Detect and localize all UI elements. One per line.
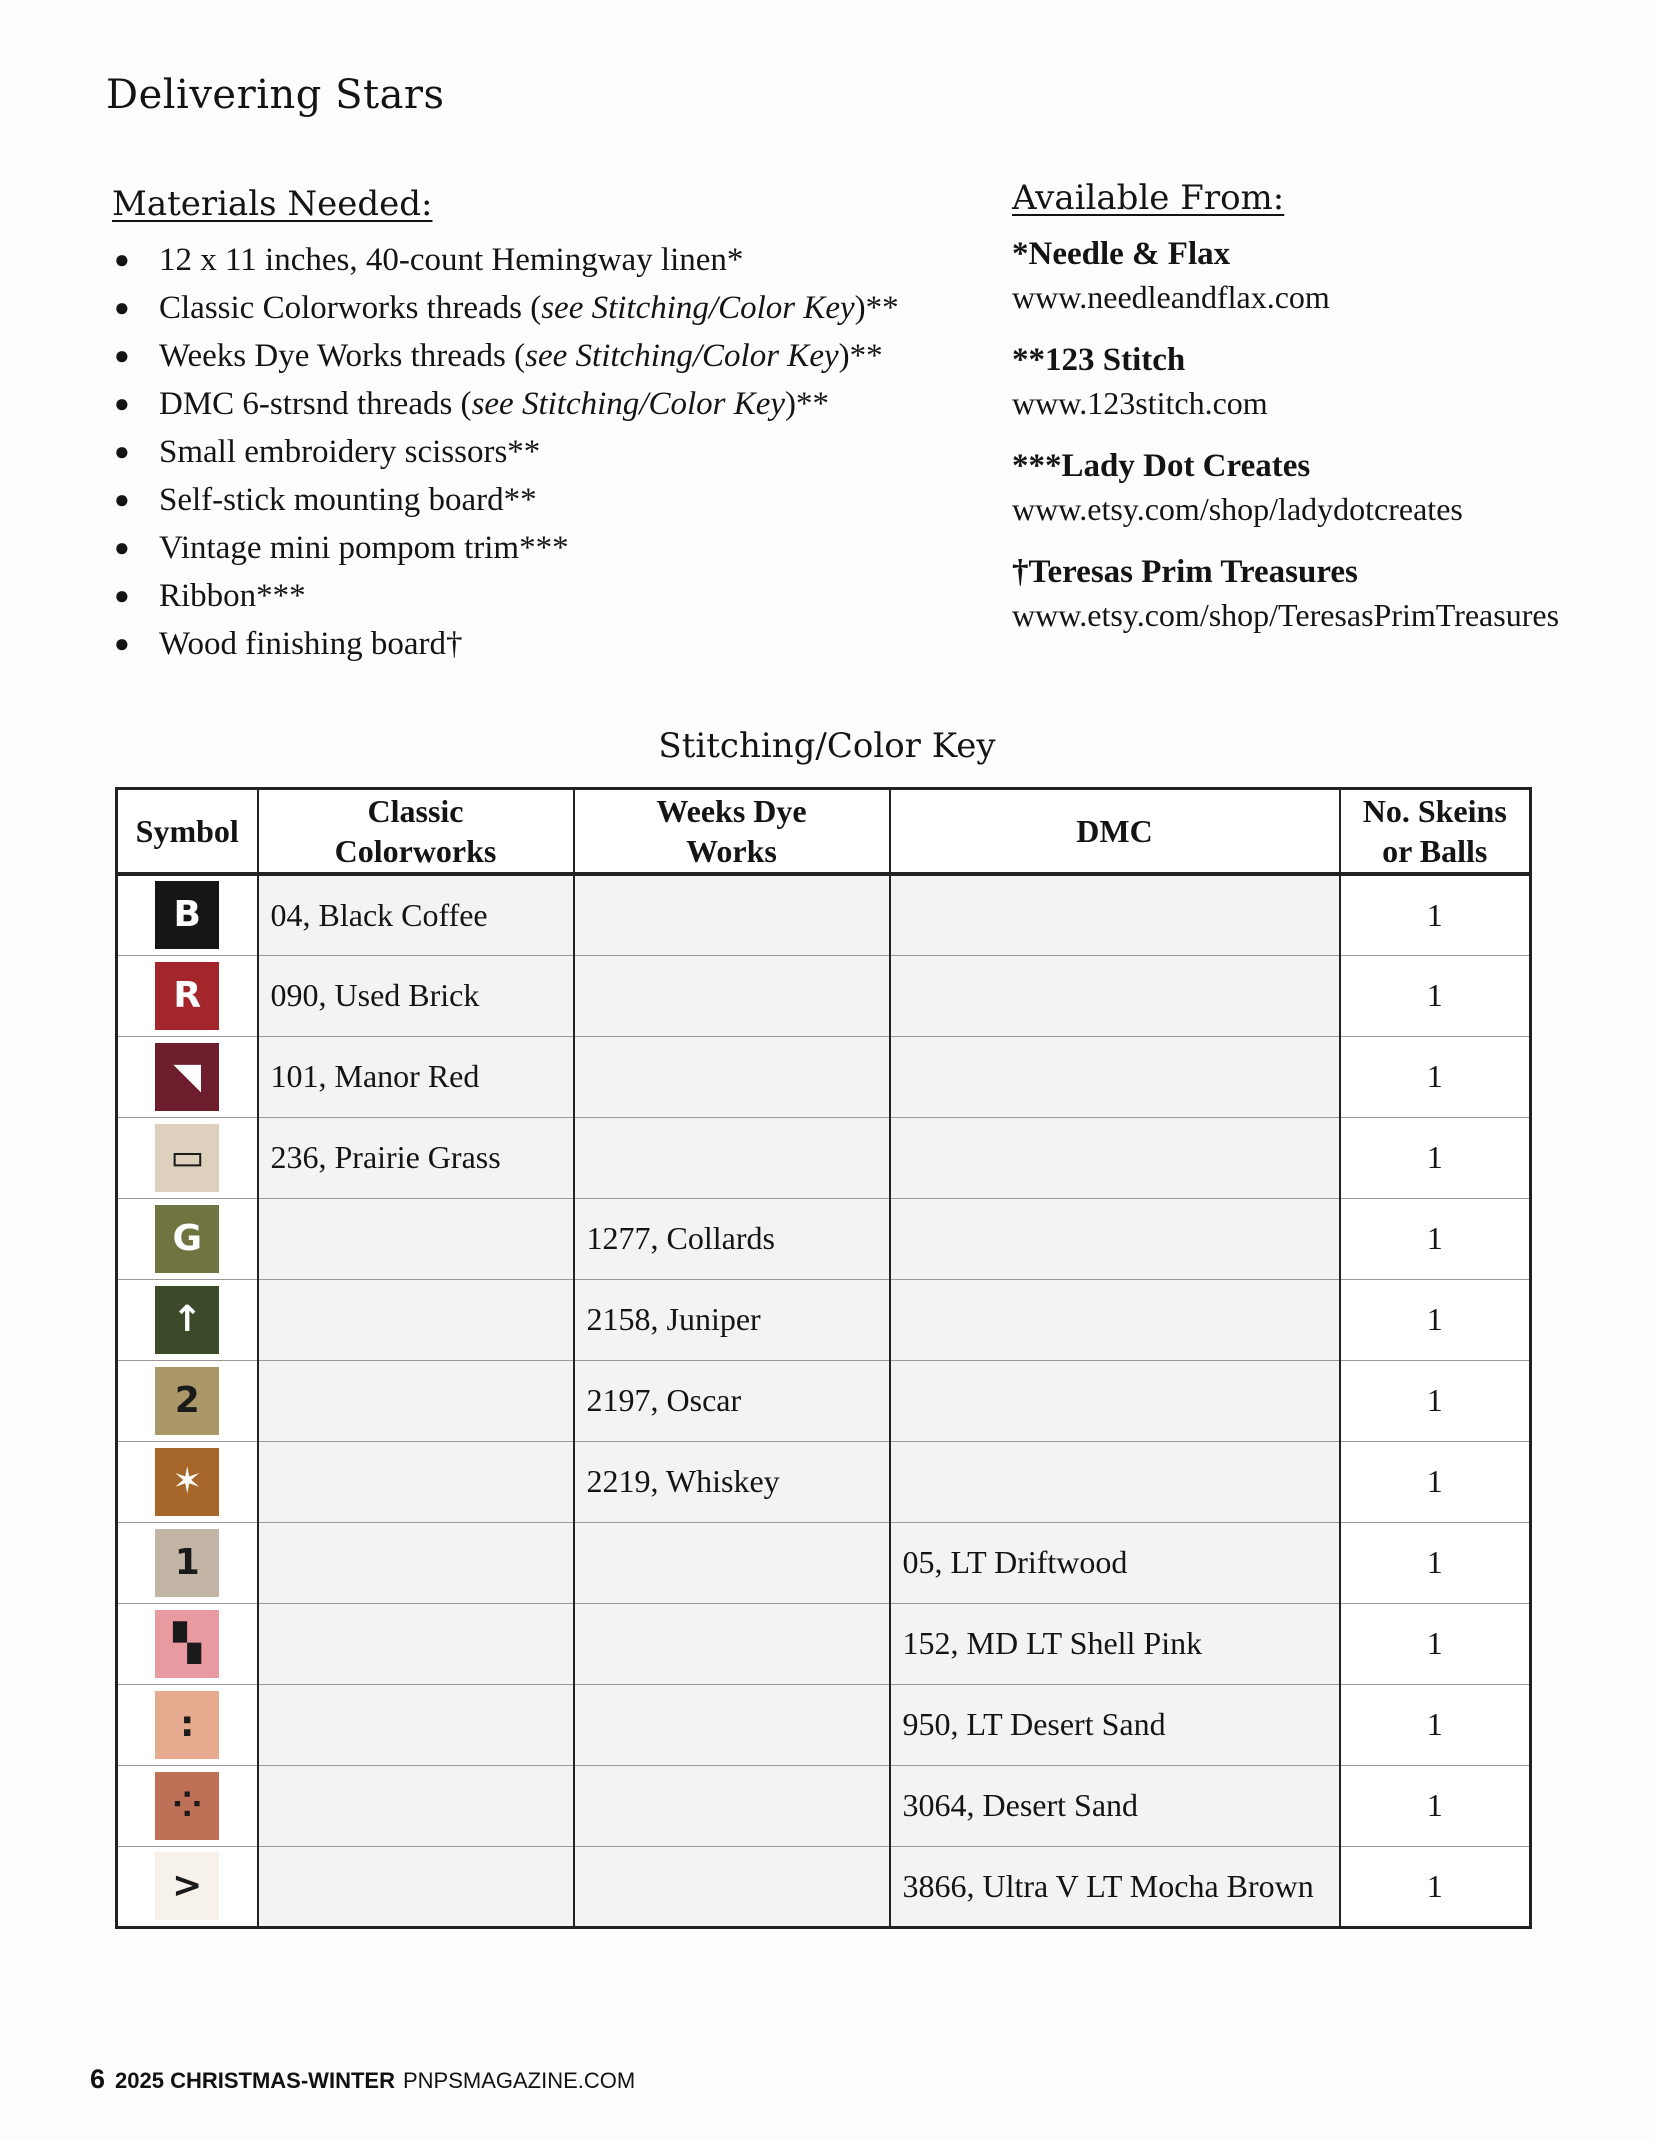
materials-list bbox=[112, 236, 1012, 668]
classic-colorworks-cell: 04, Black Coffee bbox=[258, 874, 574, 955]
classic-colorworks-cell bbox=[258, 1441, 574, 1522]
symbol-swatch-greater-than-icon: > bbox=[155, 1852, 219, 1920]
dmc-cell bbox=[890, 1441, 1340, 1522]
dmc-cell bbox=[890, 1198, 1340, 1279]
classic-colorworks-cell bbox=[258, 1279, 574, 1360]
bullet-icon: ● bbox=[114, 245, 130, 274]
symbol-swatch-arrow-up-icon: ↑ bbox=[155, 1286, 219, 1354]
material-text: Weeks Dye Works threads ( bbox=[159, 338, 526, 374]
symbol-cell bbox=[117, 1765, 258, 1846]
color-key-title: Stitching/Color Key bbox=[658, 726, 996, 766]
table-row bbox=[117, 874, 1531, 955]
weeks-dye-works-cell bbox=[574, 1684, 890, 1765]
material-text: Self-stick mounting board** bbox=[159, 482, 537, 518]
material-text: Classic Colorworks threads ( bbox=[159, 290, 542, 326]
table-row bbox=[117, 955, 1531, 1036]
symbol-cell bbox=[117, 1846, 258, 1927]
skeins-cell: 1 bbox=[1340, 1360, 1531, 1441]
symbol-swatch-diagonal-blocks-icon: ▚ bbox=[155, 1610, 219, 1678]
table-row bbox=[117, 1522, 1531, 1603]
symbol-cell bbox=[117, 1036, 258, 1117]
material-item bbox=[112, 380, 1012, 428]
classic-colorworks-cell bbox=[258, 1846, 574, 1927]
skeins-cell: 1 bbox=[1340, 1441, 1531, 1522]
material-item bbox=[112, 428, 1012, 476]
symbol-swatch-dots-icon: ⁘ bbox=[155, 1772, 219, 1840]
classic-colorworks-cell bbox=[258, 1360, 574, 1441]
skeins-cell: 1 bbox=[1340, 1603, 1531, 1684]
material-item bbox=[112, 572, 1012, 620]
dmc-cell bbox=[890, 874, 1340, 955]
classic-colorworks-cell bbox=[258, 1765, 574, 1846]
weeks-dye-works-cell bbox=[574, 1603, 890, 1684]
symbol-cell bbox=[117, 1360, 258, 1441]
material-tail: )** bbox=[838, 338, 883, 374]
table-row bbox=[117, 1441, 1531, 1522]
dmc-cell bbox=[890, 1360, 1340, 1441]
bullet-icon: ● bbox=[114, 533, 130, 562]
symbol-cell bbox=[117, 1117, 258, 1198]
weeks-dye-works-cell: 2219, Whiskey bbox=[574, 1441, 890, 1522]
symbol-swatch-letter-r-icon: R bbox=[155, 962, 219, 1030]
material-item bbox=[112, 524, 1012, 572]
supplier-url: www.etsy.com/shop/TeresasPrimTreasures bbox=[1012, 597, 1560, 633]
classic-colorworks-cell bbox=[258, 1684, 574, 1765]
dmc-cell: 05, LT Driftwood bbox=[890, 1522, 1340, 1603]
weeks-dye-works-cell bbox=[574, 1036, 890, 1117]
materials-heading: Materials Needed: bbox=[112, 184, 433, 224]
symbol-swatch-star-icon: ✶ bbox=[155, 1448, 219, 1516]
weeks-dye-works-cell bbox=[574, 1846, 890, 1927]
material-text: Small embroidery scissors** bbox=[159, 434, 541, 470]
skeins-cell: 1 bbox=[1340, 1846, 1531, 1927]
material-item bbox=[112, 476, 1012, 524]
color-key-table bbox=[115, 787, 1532, 1929]
material-reference: see Stitching/Color Key bbox=[525, 338, 839, 374]
table-row bbox=[117, 1603, 1531, 1684]
dmc-cell: 152, MD LT Shell Pink bbox=[890, 1603, 1340, 1684]
symbol-cell bbox=[117, 1684, 258, 1765]
symbol-cell bbox=[117, 874, 258, 955]
supplier-list bbox=[1012, 232, 1632, 656]
symbol-cell bbox=[117, 1522, 258, 1603]
material-text: Vintage mini pompom trim*** bbox=[159, 530, 569, 566]
supplier-name: *Needle & Flax bbox=[1012, 236, 1231, 272]
material-reference: see Stitching/Color Key bbox=[541, 290, 855, 326]
supplier bbox=[1012, 550, 1632, 636]
symbol-swatch-colon-icon: : bbox=[155, 1691, 219, 1759]
material-text: Wood finishing board† bbox=[159, 626, 463, 662]
supplier-url: www.123stitch.com bbox=[1012, 385, 1268, 421]
material-text: Ribbon*** bbox=[159, 578, 306, 614]
bullet-icon: ● bbox=[114, 581, 130, 610]
header-weeks-dye-works: Weeks Dye Works bbox=[574, 789, 890, 875]
bullet-icon: ● bbox=[114, 389, 130, 418]
symbol-swatch-number-2-icon: 2 bbox=[155, 1367, 219, 1435]
symbol-cell bbox=[117, 1603, 258, 1684]
bullet-icon: ● bbox=[114, 437, 130, 466]
header-classic-colorworks: Classic Colorworks bbox=[258, 789, 574, 875]
symbol-swatch-rectangle-icon: ▭ bbox=[155, 1124, 219, 1192]
dmc-cell bbox=[890, 1036, 1340, 1117]
material-item bbox=[112, 284, 1012, 332]
symbol-swatch-letter-g-icon: G bbox=[155, 1205, 219, 1273]
weeks-dye-works-cell bbox=[574, 1522, 890, 1603]
available-from-heading: Available From: bbox=[1012, 178, 1285, 218]
table-row bbox=[117, 1036, 1531, 1117]
weeks-dye-works-cell: 2197, Oscar bbox=[574, 1360, 890, 1441]
skeins-cell: 1 bbox=[1340, 1279, 1531, 1360]
table-row bbox=[117, 1765, 1531, 1846]
supplier-name: †Teresas Prim Treasures bbox=[1012, 554, 1358, 590]
bullet-icon: ● bbox=[114, 341, 130, 370]
skeins-cell: 1 bbox=[1340, 874, 1531, 955]
classic-colorworks-cell bbox=[258, 1522, 574, 1603]
supplier bbox=[1012, 338, 1632, 424]
classic-colorworks-cell: 090, Used Brick bbox=[258, 955, 574, 1036]
bullet-icon: ● bbox=[114, 629, 130, 658]
table-row bbox=[117, 1279, 1531, 1360]
classic-colorworks-cell bbox=[258, 1603, 574, 1684]
symbol-cell bbox=[117, 1198, 258, 1279]
classic-colorworks-cell bbox=[258, 1198, 574, 1279]
classic-colorworks-cell: 101, Manor Red bbox=[258, 1036, 574, 1117]
supplier bbox=[1012, 232, 1632, 318]
dmc-cell: 3866, Ultra V LT Mocha Brown bbox=[890, 1846, 1340, 1927]
bullet-icon: ● bbox=[114, 485, 130, 514]
table-row bbox=[117, 1846, 1531, 1927]
dmc-cell: 950, LT Desert Sand bbox=[890, 1684, 1340, 1765]
material-tail: )** bbox=[854, 290, 899, 326]
weeks-dye-works-cell: 1277, Collards bbox=[574, 1198, 890, 1279]
material-tail: )** bbox=[785, 386, 830, 422]
material-reference: see Stitching/Color Key bbox=[471, 386, 786, 422]
supplier-url: www.needleandflax.com bbox=[1012, 279, 1330, 315]
material-item bbox=[112, 332, 1012, 380]
page-number: 6 bbox=[90, 2064, 106, 2094]
classic-colorworks-cell: 236, Prairie Grass bbox=[258, 1117, 574, 1198]
skeins-cell: 1 bbox=[1340, 1522, 1531, 1603]
symbol-cell bbox=[117, 955, 258, 1036]
header-symbol: Symbol bbox=[117, 789, 258, 875]
skeins-cell: 1 bbox=[1340, 1117, 1531, 1198]
weeks-dye-works-cell bbox=[574, 1117, 890, 1198]
skeins-cell: 1 bbox=[1340, 1036, 1531, 1117]
symbol-swatch-corner-block-icon: ◥ bbox=[155, 1043, 219, 1111]
dmc-cell: 3064, Desert Sand bbox=[890, 1765, 1340, 1846]
skeins-cell: 1 bbox=[1340, 955, 1531, 1036]
skeins-cell: 1 bbox=[1340, 1198, 1531, 1279]
header-dmc: DMC bbox=[890, 789, 1340, 875]
supplier-name: ***Lady Dot Creates bbox=[1012, 448, 1311, 484]
symbol-swatch-number-1-icon: 1 bbox=[155, 1529, 219, 1597]
symbol-swatch-letter-b-icon: B bbox=[155, 881, 219, 949]
symbol-cell bbox=[117, 1279, 258, 1360]
supplier-name: **123 Stitch bbox=[1012, 342, 1186, 378]
dmc-cell bbox=[890, 1279, 1340, 1360]
skeins-cell: 1 bbox=[1340, 1765, 1531, 1846]
magazine-site: PNPSMAGAZINE.COM bbox=[402, 2068, 636, 2093]
table-row bbox=[117, 1198, 1531, 1279]
weeks-dye-works-cell: 2158, Juniper bbox=[574, 1279, 890, 1360]
supplier-url: www.etsy.com/shop/ladydotcreates bbox=[1012, 491, 1463, 527]
dmc-cell bbox=[890, 1117, 1340, 1198]
skeins-cell: 1 bbox=[1340, 1684, 1531, 1765]
weeks-dye-works-cell bbox=[574, 874, 890, 955]
page-footer bbox=[90, 2064, 635, 2095]
issue-name: 2025 CHRISTMAS-WINTER bbox=[115, 2068, 395, 2093]
material-item bbox=[112, 620, 1012, 668]
header-skeins: No. Skeins or Balls bbox=[1340, 789, 1531, 875]
table-header-row bbox=[117, 789, 1531, 875]
table-row bbox=[117, 1117, 1531, 1198]
material-text: DMC 6-strsnd threads ( bbox=[159, 386, 472, 422]
dmc-cell bbox=[890, 955, 1340, 1036]
weeks-dye-works-cell bbox=[574, 955, 890, 1036]
weeks-dye-works-cell bbox=[574, 1765, 890, 1846]
symbol-cell bbox=[117, 1441, 258, 1522]
supplier bbox=[1012, 444, 1632, 530]
page-title: Delivering Stars bbox=[106, 72, 445, 118]
table-row bbox=[117, 1684, 1531, 1765]
table-row bbox=[117, 1360, 1531, 1441]
bullet-icon: ● bbox=[114, 293, 130, 322]
material-item bbox=[112, 236, 1012, 284]
material-text: 12 x 11 inches, 40-count Hemingway linen* bbox=[159, 242, 744, 278]
